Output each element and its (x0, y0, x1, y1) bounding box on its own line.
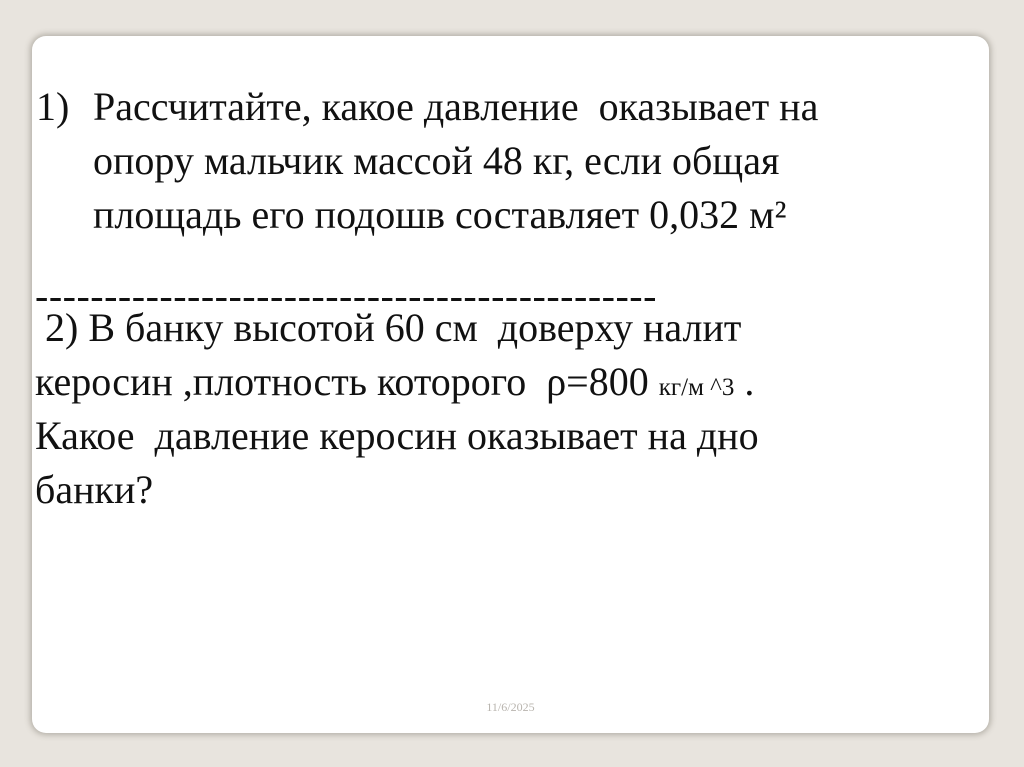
slide-date: 11/6/2025 (486, 700, 535, 714)
divider-dashes: --------------------------------------------- (35, 273, 657, 318)
task2-line2-end: . (734, 359, 755, 404)
task2-line2-text: керосин ,плотность которого ρ=800 (35, 359, 659, 404)
task2-line2 (35, 360, 754, 410)
task2-line3: Какое давление керосин оказывает на дно (35, 413, 759, 458)
task1-line1: Рассчитайте, какое давление оказывает на (93, 84, 819, 129)
task1-number: 1) (36, 84, 70, 129)
task1-line2: опору мальчик массой 48 кг, если общая (93, 138, 780, 183)
task2-line4: банки? (35, 467, 154, 512)
task2-density-unit: кг/м ^3 (658, 374, 735, 401)
task1-line3: площадь его подошв составляет 0,032 м² (93, 192, 787, 237)
task2-line1: 2) В банку высотой 60 см доверху налит (35, 305, 742, 350)
slide (32, 36, 989, 733)
